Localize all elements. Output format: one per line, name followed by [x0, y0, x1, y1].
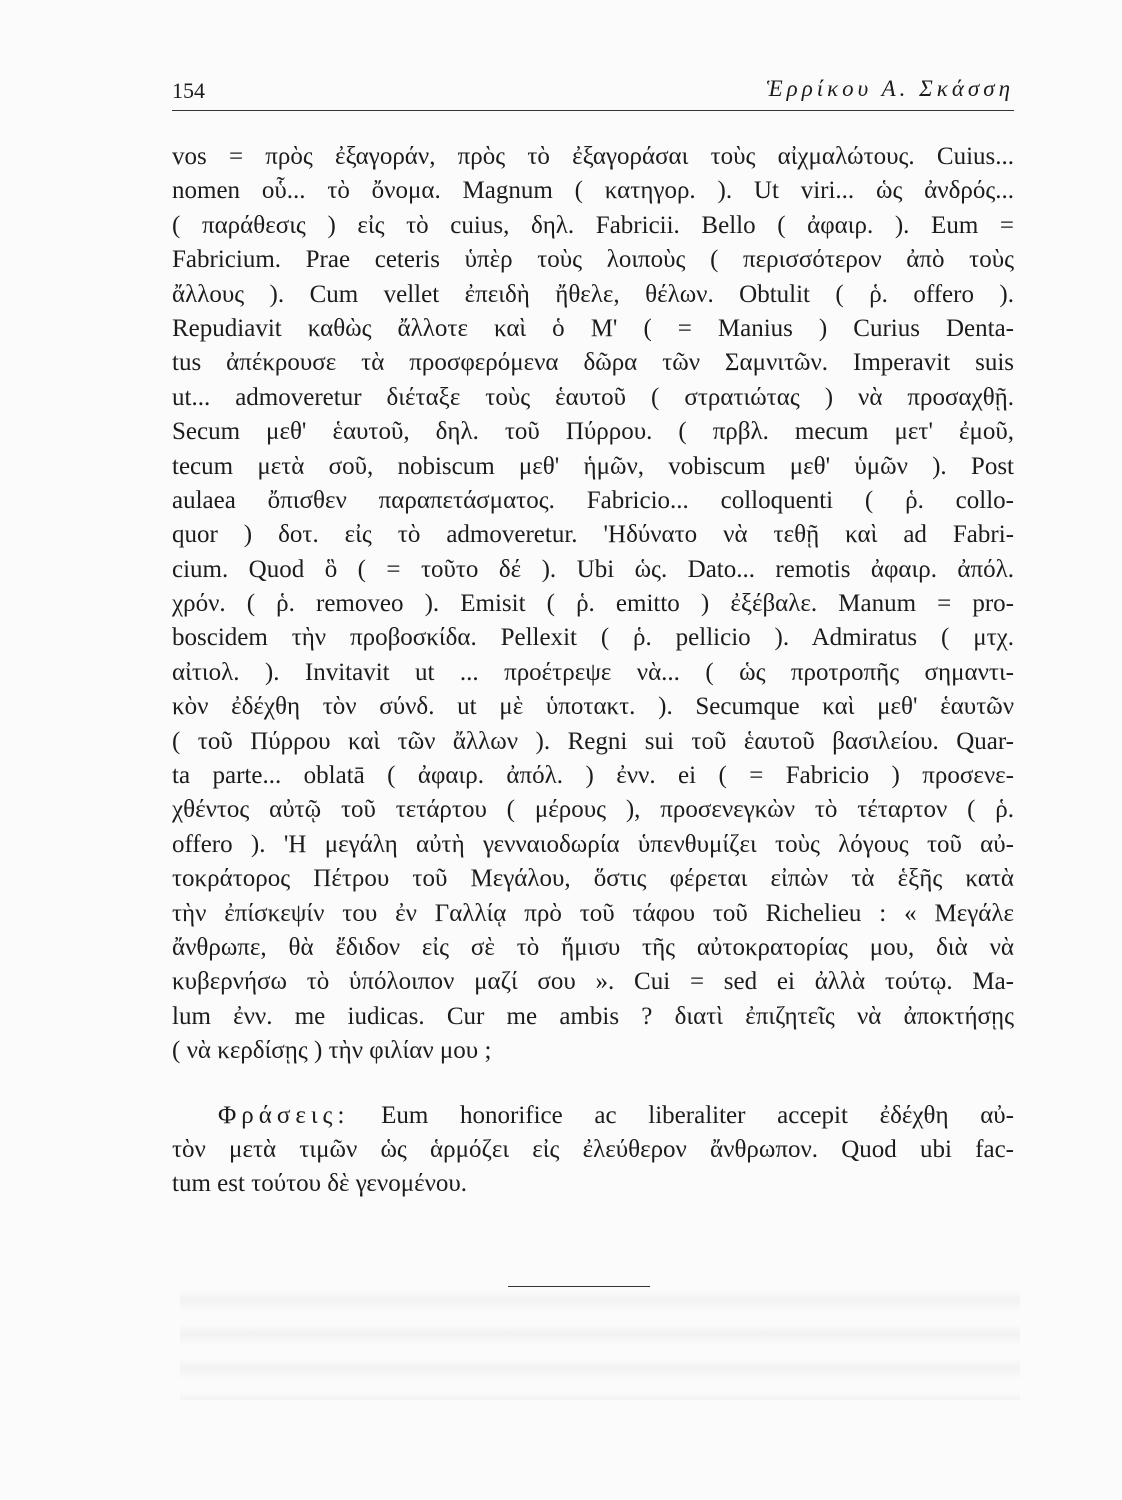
text-line: ta parte... oblatā ( ἀφαιρ. ἀπόλ. ) ἐνν. ei ( = Fabricio ) προσενε- [172, 762, 1014, 790]
text-line: τὴν ἐπίσκεψίν του ἐν Γαλλίᾳ πρὸ τοῦ τάφου τοῦ Richelieu : « Μεγάλε [172, 899, 1014, 927]
text-line: aulaea ὄπισθεν παραπετάσματος. Fabricio... colloquenti ( ῥ. collo- [172, 486, 1014, 514]
text-line: tus ἀπέκρουσε τὰ προσφερόμενα δῶρα τῶν Σαμνιτῶν. Imperavit suis [172, 349, 1014, 377]
phrases-label: Φράσεις: [218, 1101, 350, 1129]
text-line: χθέντος αὐτῷ τοῦ τετάρτου ( μέρους ), προσενεγκὼν τὸ τέταρτον ( ῥ. [172, 796, 1014, 824]
end-rule [508, 1286, 650, 1287]
page-number: 154 [172, 78, 205, 103]
text-line: Secum μεθ' ἑαυτοῦ, δηλ. τοῦ Πύρρου. ( πρβλ. mecum μετ' ἐμοῦ, [172, 418, 1014, 446]
text-line: χρόν. ( ῥ. removeo ). Emisit ( ῥ. emitto ) ἐξέβαλε. Manum = pro- [172, 590, 1014, 618]
running-head: Ἑρρίκου Α. Σκάσση [766, 76, 1014, 101]
header-rule [172, 110, 1014, 111]
text-line: ( νὰ κερδίσῃς ) τὴν φιλίαν μου ; [172, 1037, 492, 1065]
text-line: nomen οὗ... τὸ ὄνομα. Magnum ( κατηγορ. ). Ut viri... ὡς ἀνδρός... [172, 177, 1014, 205]
text-line: tum est τούτου δὲ γενομένου. [172, 1170, 468, 1198]
text-line: ( παράθεσις ) εἰς τὸ cuius, δηλ. Fabricii. Bello ( ἀφαιρ. ). Eum = [172, 211, 1014, 239]
text-line: αἰτιολ. ). Invitavit ut ... προέτρεψε νὰ... ( ὡς προτροπῆς σημαντι- [172, 658, 1014, 686]
text-line: ἄνθρωπε, θὰ ἔδιδον εἰς σὲ τὸ ἥμισυ τῆς αὐτοκρατορίας μου, διὰ νὰ [172, 933, 1014, 961]
text-line: offero ). 'Η μεγάλη αὐτὴ γενναιοδωρία ὑπενθυμίζει τοὺς λόγους τοῦ αὐ- [172, 830, 1014, 858]
text-line: lum ἐνν. me iudicas. Cur me ambis ? διατὶ ἐπιζητεῖς νὰ ἀποκτήσῃς [172, 1002, 1014, 1030]
text-line: ut... admoveretur διέταξε τοὺς ἑαυτοῦ ( στρατιώτας ) νὰ προσαχθῇ. [172, 383, 1014, 411]
page-header [172, 74, 1014, 110]
phrases-paragraph [172, 1099, 1014, 1202]
text-line: κὸν ἐδέχθη τὸν σύνδ. ut μὲ ὑποτακτ. ). Secumque καὶ μεθ' ἑαυτῶν [172, 693, 1014, 721]
text-line: ἄλλους ). Cum vellet ἐπειδὴ ἤθελε, θέλων. Obtulit ( ῥ. offero ). [172, 280, 1014, 308]
text-line: boscidem τὴν προβοσκίδα. Pellexit ( ῥ. pellicio ). Admiratus ( μτχ. [172, 624, 1014, 652]
text-line: τὸν μετὰ τιμῶν ὡς ἁρμόζει εἰς ἐλεύθερον ἄνθρωπον. Quod ubi fac- [172, 1135, 1014, 1163]
text-line: κυβερνήσω τὸ ὑπόλοιπον μαζί σου ». Cui = sed ei ἀλλὰ τούτῳ. Ma- [172, 968, 1014, 996]
phrases-text: Eum honorifice ac liberaliter accepit ἐδέχθη αὐ- [349, 1101, 1014, 1129]
text-line: vos = πρὸς ἐξαγοράν, πρὸς τὸ ἐξαγοράσαι τοὺς αἰχμαλώτους. Cuius... [172, 143, 1014, 170]
text-line: quor ) δοτ. εἰς τὸ admoveretur. 'Ηδύνατο νὰ τεθῇ καὶ ad Fabri- [172, 521, 1014, 549]
text-line: Fabricium. Prae ceteris ὑπὲρ τοὺς λοιποὺς ( περισσότερον ἀπὸ τοὺς [172, 246, 1014, 274]
text-line: τοκράτορος Πέτρου τοῦ Μεγάλου, ὅστις φέρεται εἰπὼν τὰ ἑξῆς κατὰ [172, 865, 1014, 893]
text-line [172, 1099, 1014, 1133]
commentary-paragraph [172, 140, 1014, 1069]
show-through-texture [180, 1290, 1020, 1400]
text-line: tecum μετὰ σοῦ, nobiscum μεθ' ἡμῶν, vobiscum μεθ' ὑμῶν ). Post [172, 452, 1014, 480]
section-gap [172, 1069, 1014, 1099]
body-text [172, 140, 1014, 1202]
text-line: cium. Quod ὃ ( = τοῦτο δέ ). Ubi ὡς. Dato... remotis ἀφαιρ. ἀπόλ. [172, 555, 1014, 583]
text-line: Repudiavit καθὼς ἄλλοτε καὶ ὁ Μ' ( = Manius ) Curius Denta- [172, 314, 1014, 342]
text-line: ( τοῦ Πύρρου καὶ τῶν ἄλλων ). Regni sui τοῦ ἑαυτοῦ βασιλείου. Quar- [172, 727, 1014, 755]
